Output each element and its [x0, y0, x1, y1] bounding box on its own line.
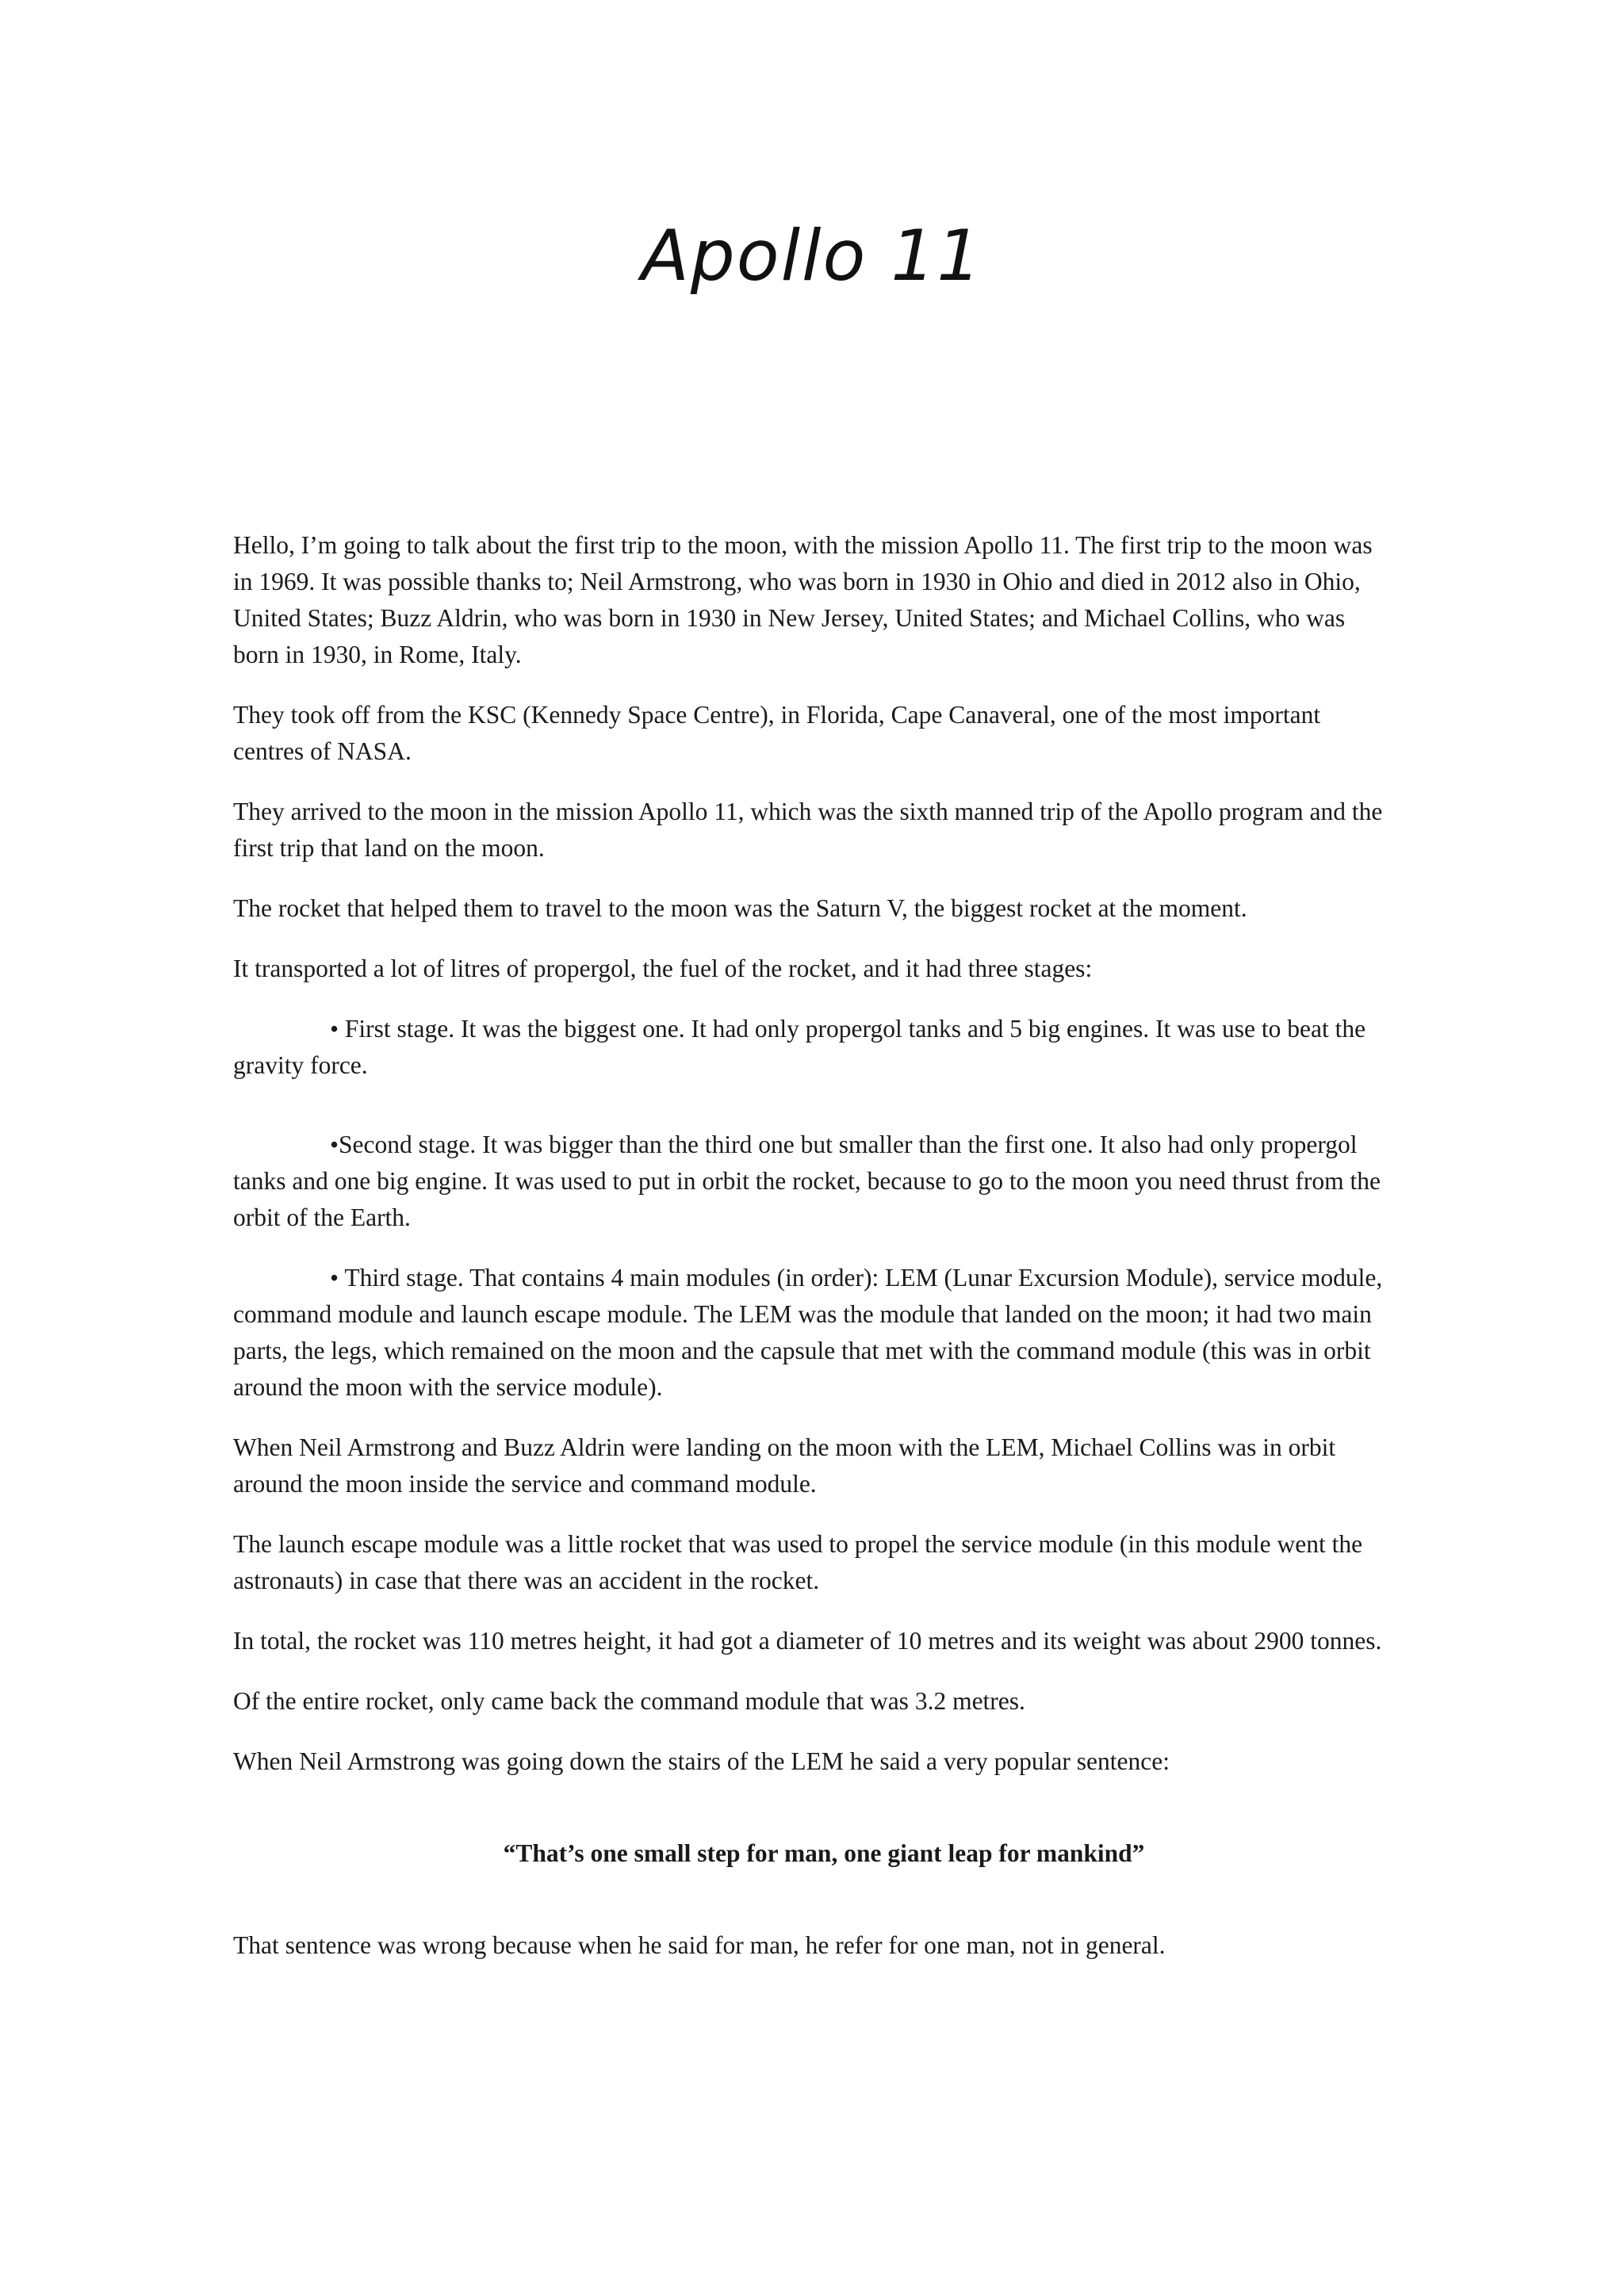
document-body	[233, 527, 1391, 1988]
list-item-third-stage: • Third stage. That contains 4 main modules (in order): LEM (Lunar Excursion Module), service module, command module and launch escape module. The LEM was the module that landed on the moon; it had two main parts, the legs, which remained on the moon and the capsule that met with the command module (this was in orbit around the moon with the service module).	[233, 1264, 1383, 1401]
paragraph-stages-intro: It transported a lot of litres of propergol, the fuel of the rocket, and it had three stages:	[233, 955, 1093, 982]
paragraph-return: Of the entire rocket, only came back the command module that was 3.2 metres.	[233, 1687, 1025, 1715]
list-item-second-stage: •Second stage. It was bigger than the third one but smaller than the first one. It also had only propergol tanks and one big engine. It was used to put in orbit the rocket, because to go to the moon you need thrust from the orbit of the Earth.	[233, 1131, 1381, 1231]
paragraph-mission: They arrived to the moon in the mission Apollo 11, which was the sixth manned trip of the Apollo program and the first trip that land on the moon.	[233, 798, 1383, 862]
paragraph-famous-sentence: When Neil Armstrong was going down the stairs of the LEM he said a very popular sentence:	[233, 1747, 1170, 1775]
paragraph-escape-module: The launch escape module was a little rocket that was used to propel the service module (in this module went the astronauts) in case that there was an accident in the rocket.	[233, 1530, 1363, 1594]
paragraph-closing: That sentence was wrong because when he said for man, he refer for one man, not in general.	[233, 1931, 1166, 1959]
paragraph-dimensions: In total, the rocket was 110 metres height, it had got a diameter of 10 metres and its weight was about 2900 tonnes.	[233, 1627, 1382, 1655]
paragraph-landing: When Neil Armstrong and Buzz Aldrin were landing on the moon with the LEM, Michael Collins was in orbit around the moon inside the service and command module.	[233, 1433, 1336, 1498]
document-title: Apollo 11	[641, 215, 983, 297]
list-item-first-stage: • First stage. It was the biggest one. It had only propergol tanks and 5 big engines. It was use to beat the gravity force.	[233, 1015, 1366, 1079]
paragraph-introduction: Hello, I’m going to talk about the first trip to the moon, with the mission Apollo 11. The first trip to the moon was in 1969. It was possible thanks to; Neil Armstrong, who was born in 1930 in Ohio and died in 2012 also in Ohio, United States; Buzz Aldrin, who was born in 1930 in New Jersey, United States; and Michael Collins, who was born in 1930, in Rome, Italy.	[233, 531, 1373, 668]
paragraph-rocket: The rocket that helped them to travel to the moon was the Saturn V, the biggest rocket at the moment.	[233, 894, 1247, 922]
quote: “That’s one small step for man, one giant leap for mankind”	[503, 1839, 1145, 1867]
paragraph-launch-site: They took off from the KSC (Kennedy Space Centre), in Florida, Cape Canaveral, one of the most important centres of NASA.	[233, 701, 1321, 765]
